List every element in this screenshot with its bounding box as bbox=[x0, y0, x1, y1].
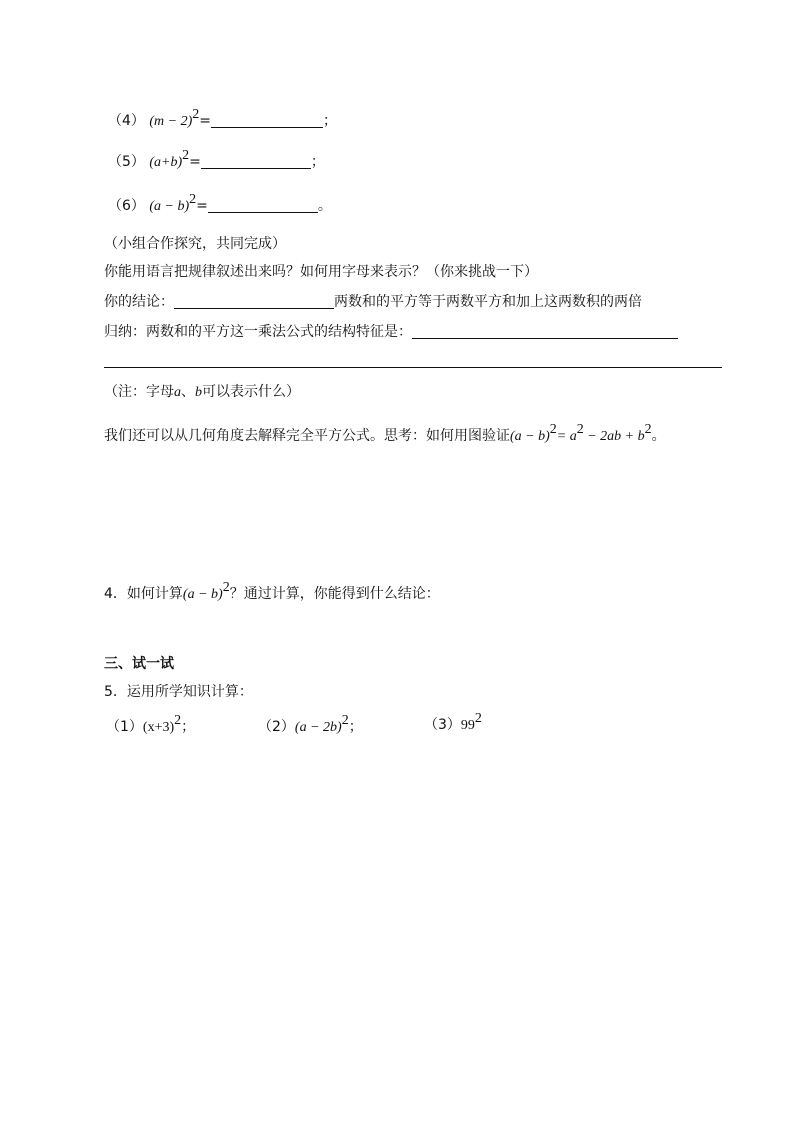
punctuation: ； bbox=[348, 719, 363, 735]
letter-note bbox=[104, 383, 300, 402]
expression-base: (a − b) bbox=[182, 587, 223, 602]
geometry-text: 我们还可以从几何角度去解释完全平方公式。思考：如何用图验证 bbox=[104, 428, 510, 444]
punctuation: ； bbox=[181, 719, 196, 735]
item-number: （3） bbox=[424, 717, 461, 733]
item-number: （2） bbox=[258, 719, 295, 735]
calc-item-2 bbox=[258, 713, 363, 737]
equals-sign: = bbox=[199, 113, 211, 129]
geometry-line bbox=[104, 422, 666, 446]
punctuation: 。 bbox=[317, 198, 332, 214]
expression-base: (a+b) bbox=[149, 155, 183, 170]
answer-blank[interactable] bbox=[201, 154, 311, 169]
exponent: 2 bbox=[576, 422, 584, 437]
summary-blank-line-2[interactable] bbox=[104, 367, 722, 368]
calc-item-3 bbox=[424, 711, 482, 735]
exercise-number: （6） bbox=[108, 198, 145, 214]
question-text-end: ？通过计算，你能得到什么结论： bbox=[229, 586, 440, 602]
formula-lhs: (a − b) bbox=[510, 429, 550, 444]
conclusion-blank[interactable] bbox=[174, 294, 334, 309]
expression-base: (a − b) bbox=[149, 199, 190, 214]
question-4 bbox=[104, 580, 440, 604]
exponent: 2 bbox=[222, 580, 230, 595]
formula-rhs: = a bbox=[556, 429, 577, 444]
equals-sign: = bbox=[189, 154, 201, 170]
answer-blank[interactable] bbox=[211, 113, 323, 128]
exponent: 2 bbox=[174, 713, 182, 728]
question-5: 5．运用所学知识计算： bbox=[104, 684, 253, 700]
punctuation: 。 bbox=[651, 428, 666, 444]
note-text: （注：字母 bbox=[104, 384, 174, 400]
exponent: 2 bbox=[341, 713, 349, 728]
expression-base: 99 bbox=[460, 718, 475, 733]
exercise-number: （4） bbox=[108, 113, 145, 129]
conclusion-prefix: 你的结论： bbox=[104, 294, 174, 310]
punctuation: ； bbox=[323, 113, 337, 129]
exponent: 2 bbox=[182, 148, 190, 163]
expression-base: (a − 2b) bbox=[294, 720, 342, 735]
expression-base: (x+3) bbox=[142, 720, 175, 735]
summary-blank[interactable] bbox=[412, 324, 678, 339]
exercise-number: （5） bbox=[108, 154, 145, 170]
item-number: （1） bbox=[106, 719, 143, 735]
conclusion-line bbox=[104, 293, 642, 311]
formula-rhs: − 2ab + b bbox=[583, 429, 645, 444]
exponent: 2 bbox=[474, 711, 482, 726]
exponent: 2 bbox=[192, 107, 200, 122]
letter-b: b bbox=[195, 385, 202, 400]
exponent: 2 bbox=[549, 422, 557, 437]
equals-sign: = bbox=[196, 198, 208, 214]
punctuation: ； bbox=[310, 154, 325, 170]
answer-blank[interactable] bbox=[208, 198, 318, 213]
note-text-end: 可以表示什么） bbox=[202, 384, 300, 400]
exercise-5 bbox=[108, 148, 325, 172]
exponent: 2 bbox=[644, 422, 652, 437]
summary-line bbox=[104, 323, 678, 341]
exercise-6 bbox=[108, 192, 332, 216]
conclusion-suffix: 两数和的平方等于两数平方和加上这两数积的两倍 bbox=[334, 294, 642, 310]
letter-a: a bbox=[174, 385, 181, 400]
group-note: （小组合作探究，共同完成） bbox=[104, 236, 286, 252]
ask-line: 你能用语言把规律叙述出来吗？如何用字母来表示？（你来挑战一下） bbox=[104, 264, 538, 280]
expression-base: (m − 2) bbox=[149, 114, 193, 129]
summary-prefix: 归纳：两数和的平方这一乘法公式的结构特征是： bbox=[104, 324, 412, 340]
section-heading: 三、试一试 bbox=[104, 656, 174, 672]
note-sep: 、 bbox=[181, 384, 195, 400]
calc-item-1 bbox=[106, 713, 196, 737]
exercise-4 bbox=[108, 107, 337, 131]
question-text: 4．如何计算 bbox=[104, 586, 183, 602]
exponent: 2 bbox=[189, 192, 197, 207]
